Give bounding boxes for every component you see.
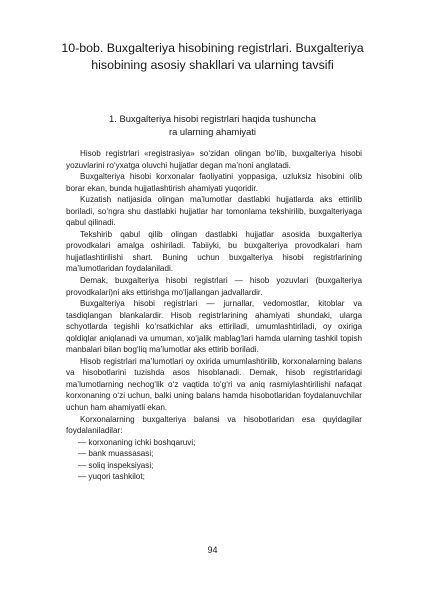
list-item: — korxonaning ichki boshqaruvi;: [66, 437, 362, 449]
paragraph: Korxonalarning buxgalteriya balansi va hisobotlaridan esa quyidagilar foydalaniladilar:: [66, 414, 362, 436]
list-item: — bank muassasasi;: [66, 448, 362, 460]
users-list: [66, 437, 362, 483]
list-item: — yuqori tashkilot;: [66, 471, 362, 483]
section-title: [70, 112, 355, 138]
list-item: — soliq inspeksiyasi;: [66, 460, 362, 472]
paragraph: Tekshirib qabul qilib olingan dastlabki hujjatlar asosida buxgalteriya provodkalari amalga oshiriladi. Tabiiyki, bu buxgalteriya provodkalari ham hujjatlashtirilishi shart. Buning uchun buxgalteriya hisobi registrlarining ma’lumotlaridan foydalaniladi.: [66, 229, 362, 274]
section-title-line-1: 1. Buxgalteriya hisobi registrlari haqida tushuncha: [109, 113, 316, 124]
section-title-line-2: ra ularning ahamiyati: [168, 126, 257, 137]
chapter-title: 10-bob. Buxgalteriya hisobining registrlari. Buxgalteriya hisobining asosiy shakllari va ularning tavsifi: [61, 41, 364, 72]
paragraph: Buxgalteriya hisobi registrlari — jurnallar, vedomostlar, kitoblar va tasdiqlangan blankalardir. Hisob registrlarining ahamiyati shundaki, ularga schyotlarda tegishli ko‘rsatkichlar aks ettiriladi, umumlashtiriladi, oy oxiriga qoldiqlar aniqlanadi va umuman, xo‘jalik mablag‘lari hamda ularning tashkil topish manbalari bilan bog‘liq ma’lumotlar aks ettirib boriladi.: [66, 299, 362, 355]
page-number: 94: [207, 545, 218, 555]
paragraph: Hisob registrlari ma’lumotlari oy oxirida umumlashtirilib, korxonalarning balans va hisobotlarini tuzishda asos hisoblanadi. Demak, hisob registrlaridagi ma’lumotlarning nechog‘lik o‘z vaqtida to‘g‘ri va aniq rasmiylashtirilishi nafaqat korxonaning o‘zi uchun, balki uning balans hamda hisobotlaridan foydalanuvchilar uchun ham ahamiyatli ekan.: [66, 356, 362, 413]
paragraph: Hisob registrlari «registrasiya» so‘zidan olingan bo‘lib, buxgalteriya hisobi yozuvlarini ro‘yxatga oluvchi hujjatlar degan ma’noni anglatadi.: [66, 149, 362, 170]
paragraph: Buxgalteriya hisobi korxonalar faoliyatini yoppasiga, uzluksiz hisobini olib borar ekan, bunda hujjatlashtirish ahamiyati yuqoridir.: [66, 172, 362, 193]
paragraph: Kuzatish natijasida olingan ma’lumotlar dastlabki hujjatlarda aks ettirilib boriladi, so‘ngra shu dastlabki hujjatlar har tomonlama tekshirilib, buxgalteriyaga qabul qilinadi.: [66, 195, 362, 228]
body-text: [66, 148, 362, 483]
paragraph: Demak, buxgalteriya hisobi registrlari — hisob yozuvlari (buxgalteriya provodkalari)ni aks ettirishga mo‘ljallangan jadvallardir.: [66, 276, 362, 297]
